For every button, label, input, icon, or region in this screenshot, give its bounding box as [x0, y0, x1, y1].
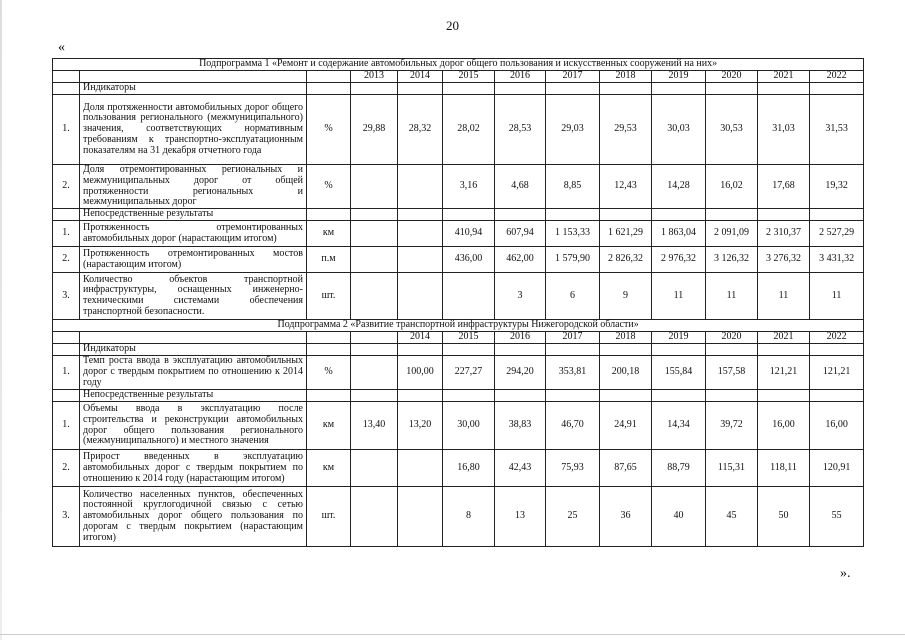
section-blank — [546, 390, 600, 402]
year-header: 2017 — [546, 71, 600, 83]
year-header: 2021 — [758, 71, 810, 83]
row-value: 13,40 — [351, 402, 398, 450]
section-blank — [810, 344, 864, 356]
row-unit: км — [307, 402, 351, 450]
row-value: 8 — [443, 487, 495, 547]
section-blank — [351, 83, 398, 95]
section-blank — [758, 344, 810, 356]
row-value: 11 — [652, 273, 706, 320]
table-row — [53, 221, 864, 247]
year-header: 2016 — [495, 332, 546, 344]
subprogram-title: Подпрограмма 1 «Ремонт и содержание автомобильных дорог общего пользования и искусственных сооружений на них» — [53, 59, 864, 71]
row-value: 31,53 — [810, 95, 864, 165]
row-value: 42,43 — [495, 450, 546, 487]
row-unit: % — [307, 95, 351, 165]
row-value: 17,68 — [758, 165, 810, 209]
year-header: 2020 — [706, 71, 758, 83]
row-value: 2 091,09 — [706, 221, 758, 247]
year-header-row — [53, 71, 864, 83]
row-value: 607,94 — [495, 221, 546, 247]
row-value: 3 126,32 — [706, 247, 758, 273]
section-row — [53, 209, 864, 221]
row-value: 28,02 — [443, 95, 495, 165]
row-value: 155,84 — [652, 356, 706, 390]
indicators-table — [52, 58, 864, 547]
row-name: Темп роста ввода в эксплуатацию автомобильных дорог с твердым покрытием по отношению к 2014 году — [80, 356, 307, 390]
section-blank — [706, 209, 758, 221]
row-name: Прирост введенных в эксплуатацию автомобильных дорог с твердым покрытием по отношению к 2014 году (нарастающим итогом) — [80, 450, 307, 487]
row-value: 30,03 — [652, 95, 706, 165]
row-value: 36 — [600, 487, 652, 547]
row-value: 2 527,29 — [810, 221, 864, 247]
section-blank — [53, 344, 80, 356]
row-value: 40 — [652, 487, 706, 547]
section-blank — [398, 390, 443, 402]
table-row — [53, 247, 864, 273]
section-blank — [351, 390, 398, 402]
table-row — [53, 273, 864, 320]
row-value — [351, 247, 398, 273]
section-row — [53, 390, 864, 402]
section-title: Непосредственные результаты — [80, 390, 307, 402]
subprogram-title-row — [53, 320, 864, 332]
row-number: 3. — [53, 487, 80, 547]
section-blank — [706, 83, 758, 95]
section-blank — [307, 344, 351, 356]
row-value: 16,00 — [810, 402, 864, 450]
row-value — [443, 273, 495, 320]
row-value — [351, 450, 398, 487]
row-value: 3,16 — [443, 165, 495, 209]
close-quote: ». — [840, 566, 851, 581]
row-value: 353,81 — [546, 356, 600, 390]
section-blank — [495, 344, 546, 356]
row-value: 2 976,32 — [652, 247, 706, 273]
row-number: 3. — [53, 273, 80, 320]
row-value: 29,03 — [546, 95, 600, 165]
row-value: 6 — [546, 273, 600, 320]
table-row — [53, 356, 864, 390]
row-value: 11 — [810, 273, 864, 320]
header-blank — [80, 71, 307, 83]
row-value: 1 621,29 — [600, 221, 652, 247]
section-blank — [307, 209, 351, 221]
row-unit: % — [307, 356, 351, 390]
year-header: 2016 — [495, 71, 546, 83]
row-value: 29,88 — [351, 95, 398, 165]
row-value: 200,18 — [600, 356, 652, 390]
table-row — [53, 450, 864, 487]
row-value: 12,43 — [600, 165, 652, 209]
section-blank — [546, 83, 600, 95]
row-value — [351, 165, 398, 209]
row-value: 38,83 — [495, 402, 546, 450]
row-value: 88,79 — [652, 450, 706, 487]
year-header: 2019 — [652, 332, 706, 344]
row-value — [398, 273, 443, 320]
page-number: 20 — [446, 18, 459, 33]
row-value: 100,00 — [398, 356, 443, 390]
row-number: 1. — [53, 221, 80, 247]
section-blank — [443, 344, 495, 356]
open-quote: « — [58, 40, 65, 55]
row-value — [351, 221, 398, 247]
section-blank — [495, 209, 546, 221]
section-title: Непосредственные результаты — [80, 209, 307, 221]
year-header: 2022 — [810, 71, 864, 83]
row-value: 3 431,32 — [810, 247, 864, 273]
section-blank — [652, 390, 706, 402]
year-header: 2014 — [398, 332, 443, 344]
row-value: 31,03 — [758, 95, 810, 165]
row-value — [398, 221, 443, 247]
header-blank — [307, 332, 351, 344]
row-value: 121,21 — [758, 356, 810, 390]
row-value: 30,00 — [443, 402, 495, 450]
row-value: 462,00 — [495, 247, 546, 273]
row-number: 2. — [53, 450, 80, 487]
row-value: 25 — [546, 487, 600, 547]
section-blank — [758, 209, 810, 221]
row-value: 29,53 — [600, 95, 652, 165]
row-value: 118,11 — [758, 450, 810, 487]
year-header: 2020 — [706, 332, 758, 344]
row-value: 87,65 — [600, 450, 652, 487]
year-header: 2021 — [758, 332, 810, 344]
row-value: 1 863,04 — [652, 221, 706, 247]
row-value — [398, 450, 443, 487]
section-blank — [307, 83, 351, 95]
section-blank — [351, 344, 398, 356]
row-value: 75,93 — [546, 450, 600, 487]
row-value: 16,00 — [758, 402, 810, 450]
row-value: 30,53 — [706, 95, 758, 165]
row-unit: % — [307, 165, 351, 209]
section-blank — [810, 209, 864, 221]
row-name: Доля протяженности автомобильных дорог общего пользования регионального (межмуниципального) значения, соответствующих нормативным требованиям к транспортно-эксплуатационным показателям на 31 декабря отчетного года — [80, 95, 307, 165]
year-header-row — [53, 332, 864, 344]
year-header: 2019 — [652, 71, 706, 83]
row-value: 436,00 — [443, 247, 495, 273]
row-value: 115,31 — [706, 450, 758, 487]
year-header — [351, 332, 398, 344]
section-blank — [443, 390, 495, 402]
row-value: 227,27 — [443, 356, 495, 390]
row-value: 3 276,32 — [758, 247, 810, 273]
section-blank — [652, 83, 706, 95]
row-unit: шт. — [307, 487, 351, 547]
row-number: 1. — [53, 356, 80, 390]
section-blank — [652, 344, 706, 356]
section-blank — [600, 83, 652, 95]
row-unit: п.м — [307, 247, 351, 273]
section-title: Индикаторы — [80, 344, 307, 356]
scan-edge — [0, 0, 2, 640]
row-value: 8,85 — [546, 165, 600, 209]
year-header: 2022 — [810, 332, 864, 344]
year-header: 2015 — [443, 332, 495, 344]
row-value: 1 153,33 — [546, 221, 600, 247]
row-value: 16,02 — [706, 165, 758, 209]
section-blank — [495, 83, 546, 95]
table-row — [53, 95, 864, 165]
row-value — [398, 487, 443, 547]
row-value: 28,32 — [398, 95, 443, 165]
scan-edge-bottom — [0, 634, 905, 635]
row-value — [351, 356, 398, 390]
row-value: 3 — [495, 273, 546, 320]
section-blank — [351, 209, 398, 221]
row-value: 410,94 — [443, 221, 495, 247]
row-number: 1. — [53, 95, 80, 165]
row-value: 13 — [495, 487, 546, 547]
section-blank — [600, 344, 652, 356]
section-blank — [53, 83, 80, 95]
row-value: 121,21 — [810, 356, 864, 390]
row-number: 2. — [53, 247, 80, 273]
section-blank — [53, 209, 80, 221]
row-value: 46,70 — [546, 402, 600, 450]
row-value: 28,53 — [495, 95, 546, 165]
row-value: 157,58 — [706, 356, 758, 390]
row-value: 50 — [758, 487, 810, 547]
row-value — [398, 247, 443, 273]
year-header: 2018 — [600, 332, 652, 344]
year-header: 2013 — [351, 71, 398, 83]
row-unit: км — [307, 221, 351, 247]
row-name: Количество населенных пунктов, обеспеченных постоянной круглогодичной связью с сетью автомобильных дорог общего пользования по дорогам с твердым покрытием (нарастающим итогом) — [80, 487, 307, 547]
section-blank — [546, 344, 600, 356]
table-row — [53, 402, 864, 450]
section-blank — [600, 390, 652, 402]
section-blank — [758, 83, 810, 95]
row-value — [351, 273, 398, 320]
row-value — [398, 165, 443, 209]
row-value: 1 579,90 — [546, 247, 600, 273]
header-blank — [307, 71, 351, 83]
table-row — [53, 487, 864, 547]
row-name: Протяженность отремонтированных мостов (нарастающим итогом) — [80, 247, 307, 273]
row-name: Доля отремонтированных региональных и межмуниципальных дорог от общей протяженности региональных и межмуниципальных дорог — [80, 165, 307, 209]
row-value: 2 826,32 — [600, 247, 652, 273]
row-value: 4,68 — [495, 165, 546, 209]
section-blank — [443, 209, 495, 221]
table-body — [53, 59, 864, 547]
row-value: 45 — [706, 487, 758, 547]
row-value: 13,20 — [398, 402, 443, 450]
section-blank — [600, 209, 652, 221]
year-header: 2017 — [546, 332, 600, 344]
row-value: 55 — [810, 487, 864, 547]
section-blank — [398, 344, 443, 356]
row-value: 14,28 — [652, 165, 706, 209]
subprogram-title: Подпрограмма 2 «Развитие транспортной инфраструктуры Нижегородской области» — [53, 320, 864, 332]
section-blank — [706, 344, 758, 356]
section-blank — [652, 209, 706, 221]
subprogram-title-row — [53, 59, 864, 71]
row-number: 2. — [53, 165, 80, 209]
row-value: 9 — [600, 273, 652, 320]
row-value: 24,91 — [600, 402, 652, 450]
year-header: 2018 — [600, 71, 652, 83]
row-value: 14,34 — [652, 402, 706, 450]
section-blank — [53, 390, 80, 402]
row-value: 39,72 — [706, 402, 758, 450]
row-name: Количество объектов транспортной инфраструктуры, оснащенных инженерно-техническими системами обеспечения транспортной безопасности. — [80, 273, 307, 320]
row-number: 1. — [53, 402, 80, 450]
section-row — [53, 83, 864, 95]
table-row — [53, 165, 864, 209]
row-value — [351, 487, 398, 547]
section-blank — [495, 390, 546, 402]
header-blank — [53, 71, 80, 83]
row-value: 2 310,37 — [758, 221, 810, 247]
row-value: 294,20 — [495, 356, 546, 390]
section-title: Индикаторы — [80, 83, 307, 95]
row-value: 19,32 — [810, 165, 864, 209]
section-blank — [810, 83, 864, 95]
header-blank — [53, 332, 80, 344]
section-blank — [546, 209, 600, 221]
section-blank — [706, 390, 758, 402]
year-header: 2015 — [443, 71, 495, 83]
row-name: Протяженность отремонтированных автомобильных дорог (нарастающим итогом) — [80, 221, 307, 247]
section-blank — [443, 83, 495, 95]
row-unit: км — [307, 450, 351, 487]
section-blank — [810, 390, 864, 402]
header-blank — [80, 332, 307, 344]
row-value: 11 — [706, 273, 758, 320]
row-unit: шт. — [307, 273, 351, 320]
section-blank — [398, 83, 443, 95]
row-value: 11 — [758, 273, 810, 320]
section-row — [53, 344, 864, 356]
row-value: 120,91 — [810, 450, 864, 487]
section-blank — [758, 390, 810, 402]
row-value: 16,80 — [443, 450, 495, 487]
section-blank — [398, 209, 443, 221]
section-blank — [307, 390, 351, 402]
row-name: Объемы ввода в эксплуатацию после строительства и реконструкции автомобильных дорог общего пользования регионального (межмуниципального) и местного значения — [80, 402, 307, 450]
year-header: 2014 — [398, 71, 443, 83]
